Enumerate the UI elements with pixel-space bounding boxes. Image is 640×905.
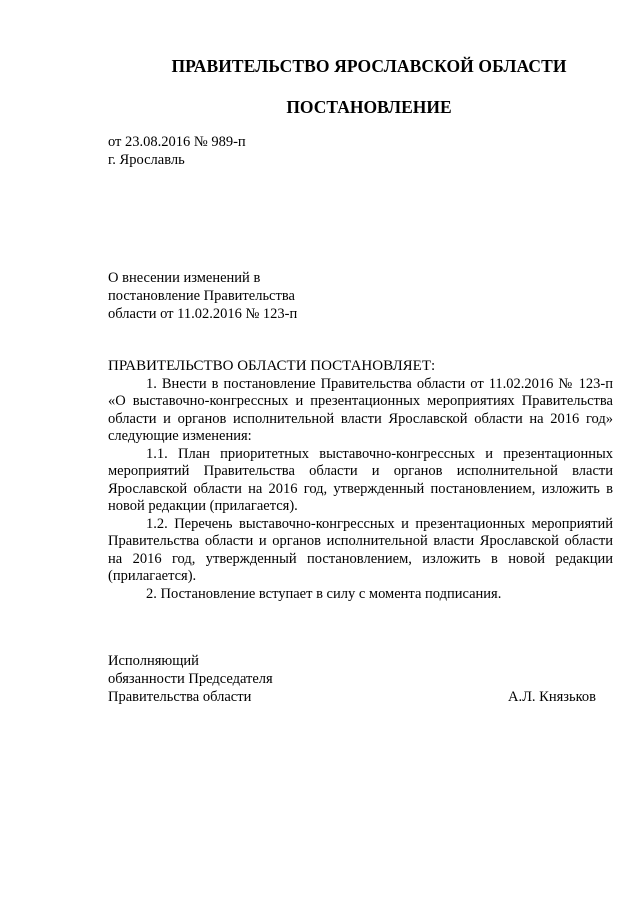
- document-type-title: ПОСТАНОВЛЕНИЕ: [286, 97, 452, 117]
- subject-line: постановление Правительства: [108, 288, 295, 304]
- date-number: от 23.08.2016 № 989-п: [108, 134, 246, 150]
- document-subject: [108, 269, 297, 323]
- subject-line: области от 11.02.2016 № 123-п: [108, 306, 298, 322]
- paragraph-1: 1. Внести в постановление Правительства области от 11.02.2016 № 123-п «О выставочно-конгрессных и презентационных мероприятиях Правительства области и органов исполнительной власти Ярославской области на 2016 год» следующие изменения:: [108, 375, 613, 444]
- resolution-heading: ПРАВИТЕЛЬСТВО ОБЛАСТИ ПОСТАНОВЛЯЕТ:: [108, 358, 436, 374]
- signature-row: [108, 688, 596, 706]
- signer-position-line: Правительства области: [108, 689, 252, 705]
- signer-position-line: обязанности Председателя: [108, 671, 273, 687]
- signer-name: А.Л. Князьков: [507, 689, 596, 705]
- signer-position-line: Исполняющий: [108, 653, 199, 669]
- signature-block: [108, 652, 596, 706]
- paragraph-1-1: 1.1. План приоритетных выставочно-конгрессных и презентационных мероприятий Правительства области и органов исполнительной власти Ярославской области на 2016 год, утвержденный постановлением, изложить в новой редакции (прилагается).: [108, 445, 613, 514]
- organization-title: ПРАВИТЕЛЬСТВО ЯРОСЛАВСКОЙ ОБЛАСТИ: [171, 56, 567, 76]
- paragraph-2: 2. Постановление вступает в силу с момента подписания.: [146, 585, 502, 602]
- document-meta: [108, 133, 246, 169]
- paragraph-1-2: 1.2. Перечень выставочно-конгрессных и презентационных мероприятий Правительства области и органов исполнительной власти Ярославской области на 2016 год, утвержденный постановлением, изложить в новой редакции (прилагается).: [108, 515, 613, 584]
- subject-line: О внесении изменений в: [108, 270, 261, 286]
- city: г. Ярославль: [108, 152, 185, 168]
- document-body: [108, 358, 613, 603]
